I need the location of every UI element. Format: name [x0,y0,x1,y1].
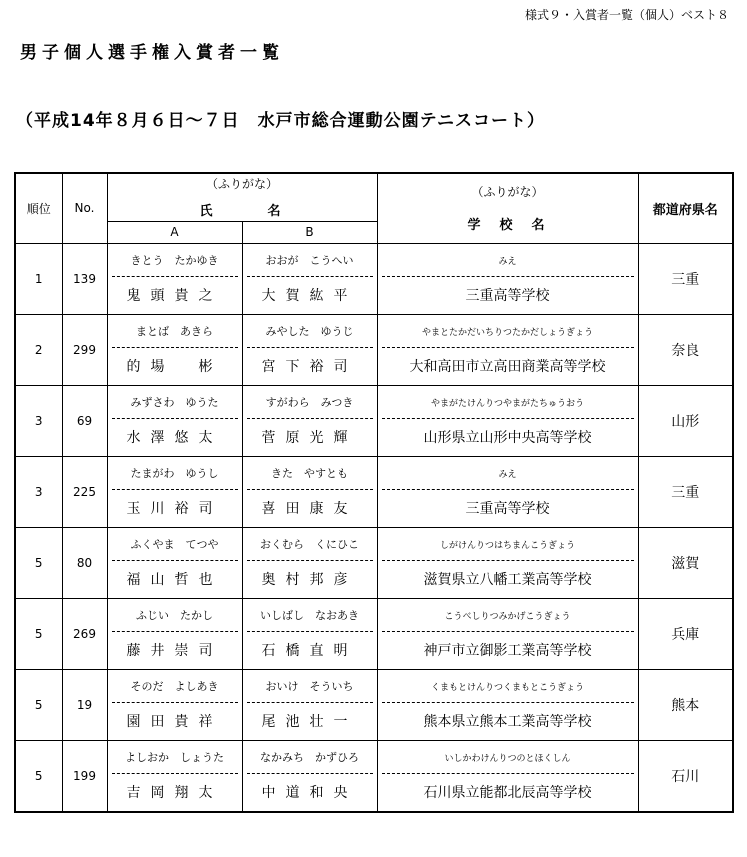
table-row [15,456,733,527]
player-a-furigana: たまがわ ゆうし [112,457,238,490]
header-school-furigana: （ふりがな） [471,185,544,200]
player-b-name: 大賀紘平 [261,288,358,304]
player-b-name: 中道和央 [261,785,358,801]
header-col-a: A [107,221,242,243]
rank-cell: 3 [15,456,62,527]
school-name: 山形県立山形中央高等学校 [423,430,592,446]
school-cell [377,740,638,812]
player-number-cell: 299 [62,314,107,385]
school-name: 熊本県立熊本工業高等学校 [423,714,592,730]
player-b-cell [242,669,377,740]
school-furigana: やまとたかだいちりつたかだしょうぎょう [382,315,634,348]
header-name: 氏 名 [199,204,285,220]
rank-cell: 5 [15,669,62,740]
player-b-name: 尾池壮一 [261,714,358,730]
player-a-name: 的場 彬 [126,359,223,375]
school-name: 神戸市立御影工業高等学校 [423,643,592,659]
school-furigana: やまがたけんりつやまがたちゅうおう [382,386,634,419]
school-furigana: みえ [382,457,634,490]
player-a-furigana: ふくやま てつや [112,528,238,561]
school-furigana: いしかわけんりつのとほくしん [382,741,634,774]
rank-cell: 5 [15,740,62,812]
player-a-furigana: みずさわ ゆうた [112,386,238,419]
prefecture-cell: 奈良 [638,314,733,385]
school-name: 三重高等学校 [465,501,550,517]
player-number-cell: 139 [62,243,107,314]
school-name: 石川県立能都北辰高等学校 [423,785,592,801]
school-cell [377,527,638,598]
school-cell [377,385,638,456]
player-a-cell [107,385,242,456]
player-a-cell [107,314,242,385]
table-row [15,669,733,740]
player-a-furigana: よしおか しょうた [112,741,238,774]
player-b-furigana: いしばし なおあき [247,599,373,632]
player-b-cell [242,598,377,669]
rank-cell: 5 [15,598,62,669]
player-a-cell [107,740,242,812]
player-a-name: 藤井崇司 [126,643,223,659]
player-a-furigana: そのだ よしあき [112,670,238,703]
prefecture-cell: 熊本 [638,669,733,740]
school-name: 三重高等学校 [465,288,550,304]
player-b-name: 喜田康友 [261,501,358,517]
table-row [15,385,733,456]
rank-cell: 5 [15,527,62,598]
player-b-cell [242,243,377,314]
table-row [15,598,733,669]
player-b-name: 石橋直明 [261,643,358,659]
rank-cell: 2 [15,314,62,385]
school-cell [377,456,638,527]
prefecture-cell: 三重 [638,243,733,314]
table-row [15,314,733,385]
school-furigana: くまもとけんりつくまもとこうぎょう [382,670,634,703]
table-row [15,243,733,314]
rank-cell: 1 [15,243,62,314]
table-row [15,740,733,812]
header-school-group [377,173,638,243]
player-b-cell [242,527,377,598]
table-row [15,527,733,598]
player-b-name: 菅原光輝 [261,430,358,446]
player-b-furigana: すがわら みつき [247,386,373,419]
player-a-cell [107,456,242,527]
header-name-group [107,173,377,221]
player-b-cell [242,314,377,385]
school-name: 大和高田市立高田商業高等学校 [409,359,606,375]
header-rank: 順位 [15,173,62,243]
school-furigana: しがけんりつはちまんこうぎょう [382,528,634,561]
player-b-name: 奥村邦彦 [261,572,358,588]
player-a-furigana: まとば あきら [112,315,238,348]
page-title: 男子個人選手権入賞者一覧 [20,43,284,63]
page-subtitle: （平成14年８月６日〜７日 水戸市総合運動公園テニスコート） [16,111,545,131]
header-prefecture: 都道府県名 [638,173,733,243]
player-b-name: 宮下裕司 [261,359,358,375]
player-b-cell [242,740,377,812]
player-a-cell [107,527,242,598]
player-number-cell: 69 [62,385,107,456]
results-body [15,243,733,812]
prefecture-cell: 兵庫 [638,598,733,669]
player-b-furigana: おいけ そういち [247,670,373,703]
school-cell [377,243,638,314]
player-number-cell: 269 [62,598,107,669]
school-furigana: みえ [382,244,634,277]
player-b-furigana: きた やすとも [247,457,373,490]
header-school: 学 校 名 [467,218,548,234]
player-b-furigana: おおが こうへい [247,244,373,277]
prefecture-cell: 山形 [638,385,733,456]
player-a-name: 鬼頭貴之 [126,288,223,304]
results-table [14,172,734,813]
player-b-cell [242,456,377,527]
player-a-name: 福山哲也 [126,572,223,588]
player-number-cell: 199 [62,740,107,812]
header-no: No. [62,173,107,243]
school-cell [377,669,638,740]
form-code: 様式９・入賞者一覧（個人）ベスト８ [524,8,729,22]
school-furigana: こうべしりつみかげこうぎょう [382,599,634,632]
school-cell [377,314,638,385]
player-a-name: 園田貴祥 [126,714,223,730]
player-number-cell: 80 [62,527,107,598]
player-a-name: 吉岡翔太 [126,785,223,801]
player-a-furigana: ふじい たかし [112,599,238,632]
player-a-cell [107,243,242,314]
player-b-furigana: なかみち かずひろ [247,741,373,774]
player-a-furigana: きとう たかゆき [112,244,238,277]
player-b-furigana: みやした ゆうじ [247,315,373,348]
player-number-cell: 225 [62,456,107,527]
rank-cell: 3 [15,385,62,456]
player-a-name: 水澤悠太 [126,430,223,446]
header-col-b: B [242,221,377,243]
player-b-cell [242,385,377,456]
player-a-cell [107,598,242,669]
school-name: 滋賀県立八幡工業高等学校 [423,572,592,588]
player-number-cell: 19 [62,669,107,740]
prefecture-cell: 三重 [638,456,733,527]
header-name-furigana: （ふりがな） [206,177,279,192]
player-a-cell [107,669,242,740]
prefecture-cell: 滋賀 [638,527,733,598]
player-a-name: 玉川裕司 [126,501,223,517]
player-b-furigana: おくむら くにひこ [247,528,373,561]
prefecture-cell: 石川 [638,740,733,812]
school-cell [377,598,638,669]
